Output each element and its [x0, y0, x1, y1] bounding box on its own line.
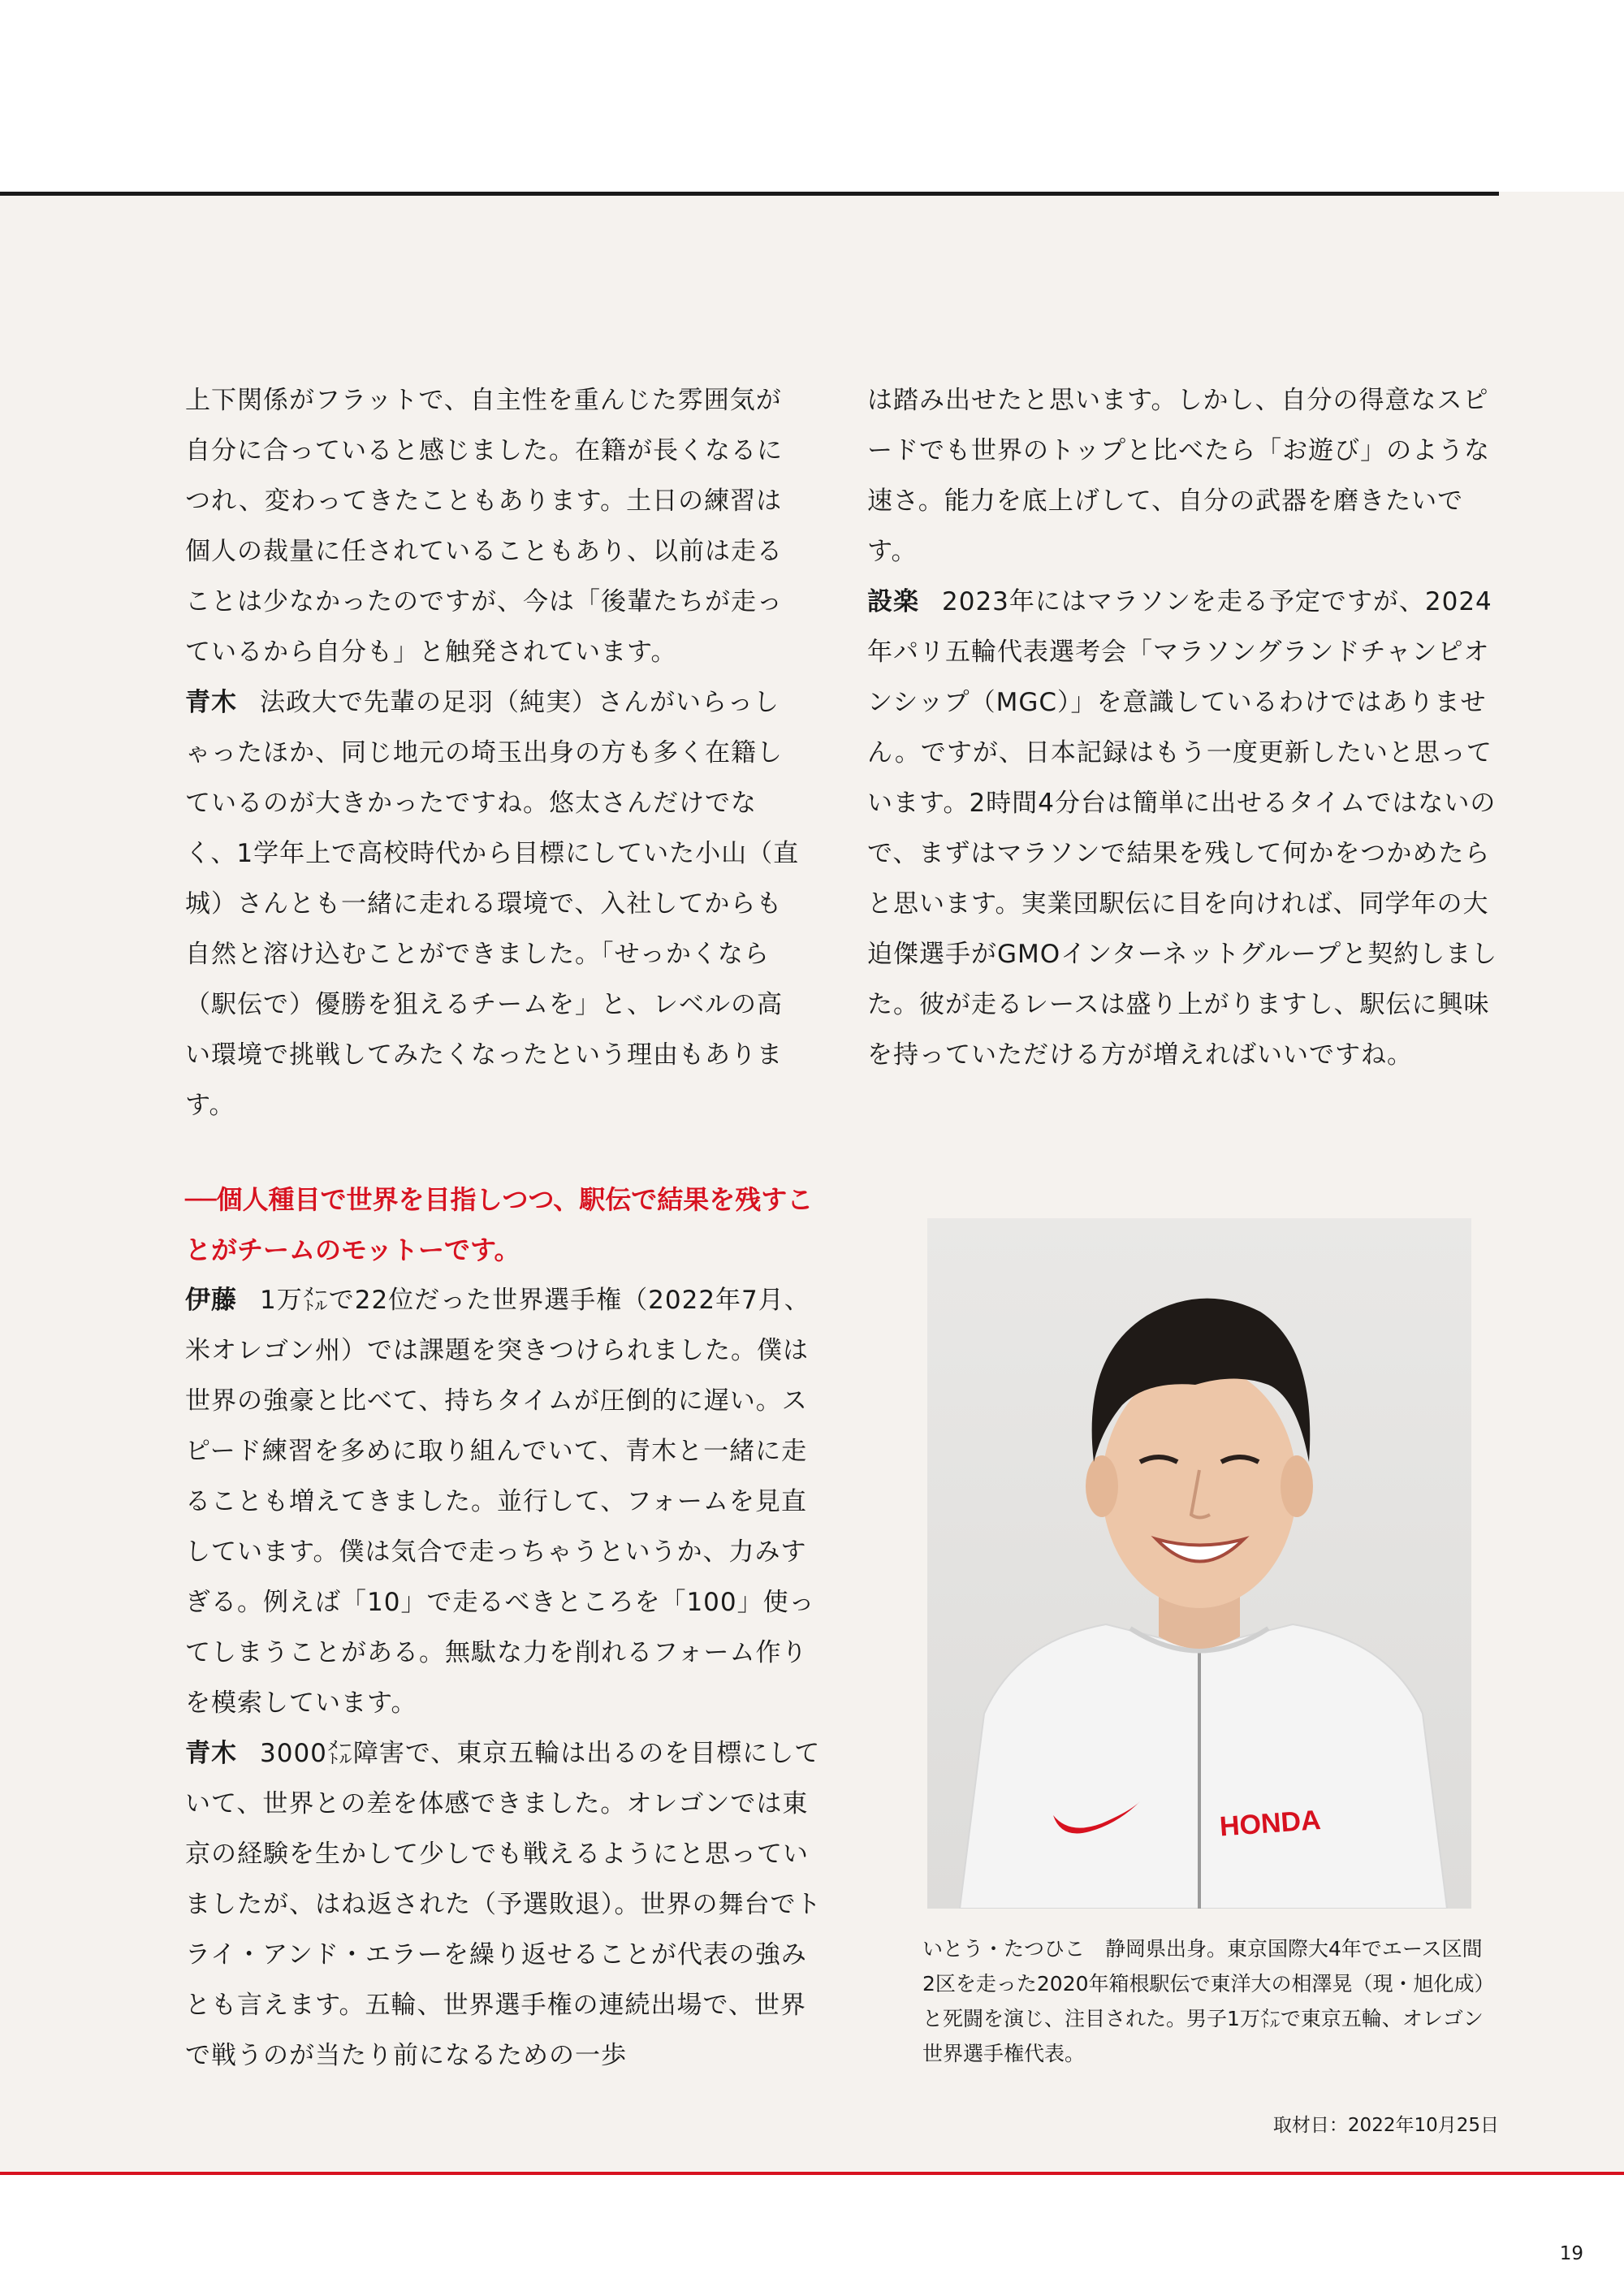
- left-column-lower: [185, 1275, 827, 2081]
- portrait-illustration: [927, 1218, 1471, 1909]
- speaker-name: 設楽: [867, 587, 919, 616]
- photo-caption: いとう・たつひこ 静岡県出身。東京国際大4年でエース区間2区を走った2020年箱根駅伝で東洋大の相澤晃（現・旭化成）と死闘を演じ、注目された。男子1万㍍で東京五輪、オレゴン世界選手権代表。: [922, 1937, 1485, 2065]
- paragraph: [867, 577, 1501, 1080]
- paragraph: [185, 1728, 827, 2081]
- paragraph: は踏み出せたと思います。しかし、自分の得意なスピードでも世界のトップと比べたら「お遊び」のような速さ。能力を底上げして、自分の武器を磨きたいです。: [867, 386, 1491, 566]
- bottom-divider: [0, 2172, 1624, 2175]
- paragraph-text: 3000㍍障害で、東京五輪は出るのを目標にしていて、世界との差を体感できました。オレゴンでは東京の経験を生かして少しでも戦えるようにと思っていましたが、はね返された（予選敗退）。世界の舞台でトライ・アンド・エラーを繰り返せることが代表の強みとも言えます。五輪、世界選手権の連続出場で、世界で戦うのが当たり前になるための一歩: [185, 1739, 822, 2070]
- speaker-name: 伊藤: [185, 1286, 237, 1315]
- left-column: [185, 375, 802, 1131]
- speaker-name: 青木: [185, 1739, 237, 1768]
- speaker-name: 青木: [185, 688, 237, 717]
- section-heading: ──個人種目で世界を目指しつつ、駅伝で結果を残すことがチームのモットーです。: [185, 1184, 814, 1265]
- page-number: 19: [1559, 2243, 1583, 2264]
- paragraph: [185, 677, 802, 1131]
- paragraph: [185, 1275, 827, 1728]
- jacket-brand-text: HONDA: [1218, 1804, 1322, 1843]
- interview-date: 取材日：2022年10月25日: [1272, 2115, 1499, 2136]
- paragraph-text: 2023年にはマラソンを走る予定ですが、2024年パリ五輪代表選考会「マラソングランドチャンピオンシップ（MGC）」を意識しているわけではありません。ですが、日本記録はもう一度更新したいと思っています。2時間4分台は簡単に出せるタイムではないので、まずはマラソンで結果を残して何かをつかめたらと思います。実業団駅伝に目を向ければ、同学年の大迫傑選手がGMOインターネットグループと契約しました。彼が走るレースは盛り上がりますし、駅伝に興味を持っていただける方が増えればいいですね。: [867, 587, 1498, 1070]
- paragraph: 上下関係がフラットで、自主性を重んじた雰囲気が自分に合っていると感じました。在籍が長くなるにつれ、変わってきたこともあります。土日の練習は個人の裁量に任されていることもあり、以前は走ることは少なかったのですが、今は「後輩たちが走っているから自分も」と触発されています。: [185, 386, 783, 667]
- portrait-photo: [927, 1218, 1471, 1909]
- paragraph-text: 法政大で先輩の足羽（純実）さんがいらっしゃったほか、同じ地元の埼玉出身の方も多く在籍しているのが大きかったですね。悠太さんだけでなく、1学年上で高校時代から目標にしていた小山（直城）さんとも一緒に走れる環境で、入社してからも自然と溶け込むことができました。「せっかくなら（駅伝で）優勝を狙えるチームを」と、レベルの高い環境で挑戦してみたくなったという理由もあります。: [185, 688, 800, 1120]
- top-divider: [0, 192, 1499, 196]
- right-column: [867, 375, 1501, 1080]
- paragraph-text: 1万㍍で22位だった世界選手権（2022年7月、米オレゴン州）では課題を突きつけられました。僕は世界の強豪と比べて、持ちタイムが圧倒的に遅い。スピード練習を多めに取り組んでいて、青木と一緒に走ることも増えてきました。並行して、フォームを見直しています。僕は気合で走っちゃうというか、力みすぎる。例えば「10」で走るべきところを「100」使ってしまうことがある。無駄な力を削れるフォーム作りを模索しています。: [185, 1286, 815, 1718]
